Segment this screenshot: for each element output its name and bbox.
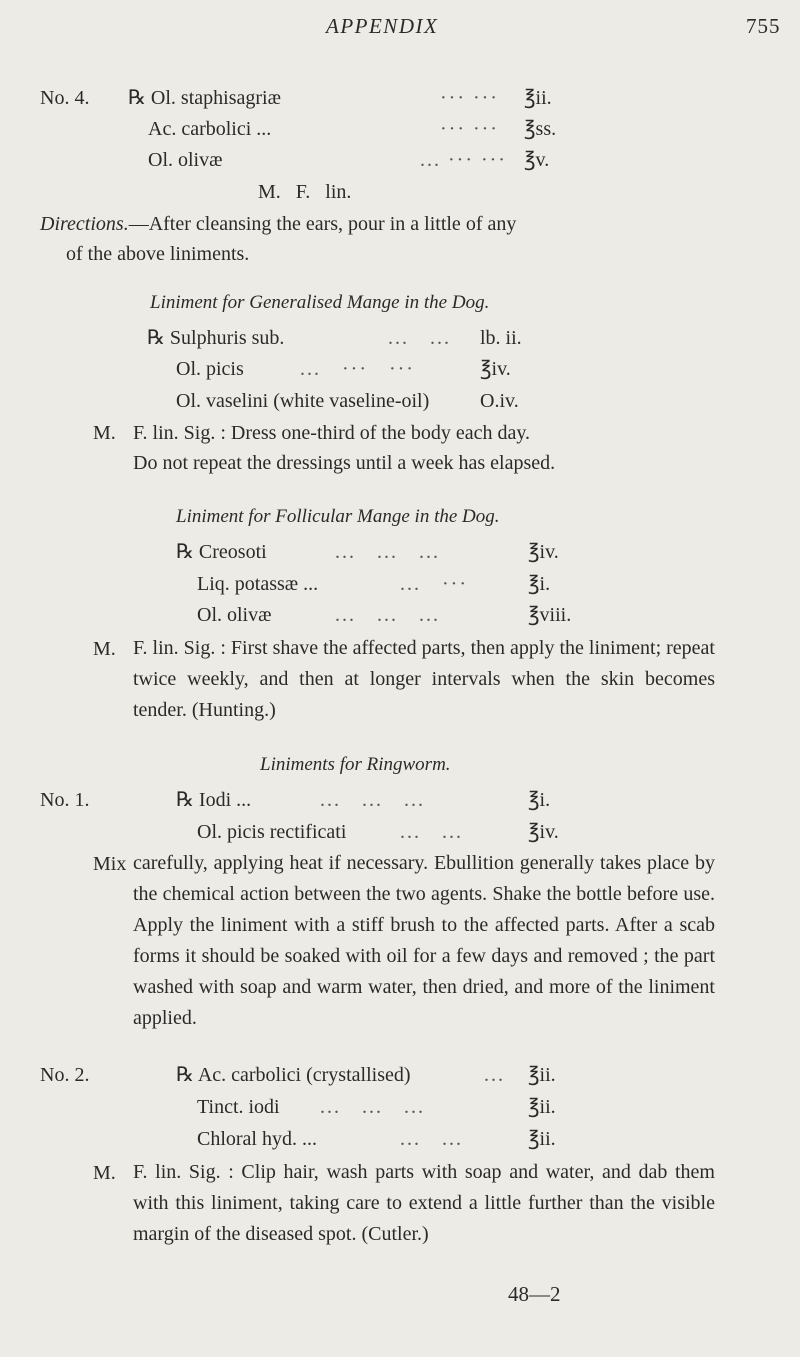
rx-quantity: ℥iv. [528, 541, 559, 563]
rx-ingredient: Ol. picis rectificati [197, 821, 347, 843]
m-label: M. [93, 1162, 116, 1184]
running-header-title: APPENDIX [326, 14, 439, 38]
directions-continued: of the above liniments. [66, 243, 250, 265]
recipe-number: No. 1. [40, 789, 90, 811]
signature-instruction: F. lin. Sig. : Dress one-third of the body each day. [133, 422, 531, 444]
rx-ingredient: Ol. olivæ [148, 149, 223, 171]
leader-dots: ... ... [400, 821, 463, 843]
leader-dots: ... ··· ··· [300, 358, 415, 380]
m-label: M. [93, 422, 116, 444]
directions-line [40, 210, 516, 238]
rx-quantity: ℥iv. [480, 358, 511, 380]
rx-quantity: ℥i. [528, 573, 551, 595]
section-heading: Liniment for Follicular Mange in the Dog. [176, 506, 500, 527]
rx-ingredient: ℞ Ol. staphisagriæ [128, 87, 281, 109]
leader-dots: ··· ··· [440, 87, 499, 109]
rx-quantity: ℥ii. [528, 1064, 556, 1086]
rx-quantity: lb. ii. [480, 327, 522, 349]
directions-label: Directions. [40, 213, 129, 235]
rx-ingredient: Tinct. iodi [197, 1096, 280, 1118]
rx-quantity: ℥ii. [528, 1128, 556, 1150]
leader-dots: ... ... ... [335, 541, 440, 563]
rx-quantity: ℥ii. [524, 87, 552, 109]
section-heading: Liniments for Ringworm. [260, 754, 451, 775]
leader-dots: ... ... [400, 1128, 463, 1150]
rx-ingredient: ℞ Sulphuris sub. [147, 327, 285, 349]
recipe-number: No. 4. [40, 87, 90, 109]
rx-quantity: ℥iv. [528, 821, 559, 843]
rx-ingredient: Ol. picis [176, 358, 244, 380]
signature-mark: 48—2 [508, 1282, 561, 1306]
mix-paragraph: carefully, applying heat if necessary. Ebullition generally takes place by the chemical action between the two agents. Shake the bottle before use. Apply the liniment with a stiff brush to the affected parts. After a scab forms it should be soaked with oil for a few days and removed ; the part washed with soap and warm water, then dried, and more of the liniment applied. [133, 852, 715, 1029]
leader-dots: ... ... ... [335, 604, 440, 626]
leader-dots: ... [484, 1064, 505, 1086]
rx-ingredient: Liq. potassæ ... [197, 573, 319, 595]
rx-quantity: ℥ss. [524, 118, 557, 140]
leader-dots: ... ... ... [320, 1096, 425, 1118]
recipe-number: No. 2. [40, 1064, 90, 1086]
leader-dots: ··· ··· [440, 118, 499, 140]
rx-quantity: ℥viii. [528, 604, 572, 626]
page-number: 755 [746, 14, 781, 38]
leader-dots: ... ... [388, 327, 451, 349]
rx-quantity: ℥v. [524, 149, 550, 171]
signature-paragraph: F. lin. Sig. : First shave the affected parts, then apply the liniment; repeat twice weekly, and then at longer intervals when the skin becomes tender. (Hunting.) [133, 637, 715, 721]
signature-instruction-continued: Do not repeat the dressings until a week has elapsed. [133, 452, 556, 474]
rx-ingredient: Ac. carbolici ... [148, 118, 272, 140]
rx-quantity: ℥ii. [528, 1096, 556, 1118]
rx-quantity: O.iv. [480, 390, 519, 412]
rx-ingredient: Chloral hyd. ... [197, 1128, 317, 1150]
mix-label: Mix [93, 853, 127, 875]
rx-quantity: ℥i. [528, 789, 551, 811]
rx-ingredient: ℞ Creosoti [176, 541, 267, 563]
rx-ingredient: Ol. olivæ [197, 604, 272, 626]
leader-dots: ... ... ... [320, 789, 425, 811]
mix-instruction: M. F. lin. [258, 181, 352, 203]
section-heading: Liniment for Generalised Mange in the Dog. [150, 292, 490, 313]
m-label: M. [93, 638, 116, 660]
rx-ingredient: Ol. vaselini (white vaseline-oil) [176, 390, 430, 412]
signature-paragraph: F. lin. Sig. : Clip hair, wash parts with soap and water, and dab them with this liniment, taking care to extend a little further than the visible margin of the diseased spot. (Cutler.) [133, 1161, 715, 1245]
rx-ingredient: ℞ Iodi ... [176, 789, 252, 811]
leader-dots: ... ··· ··· [420, 149, 507, 171]
leader-dots: ... ··· [400, 573, 468, 595]
rx-ingredient: ℞ Ac. carbolici (crystallised) [176, 1064, 411, 1086]
directions-text: —After cleansing the ears, pour in a little of any [128, 213, 517, 235]
